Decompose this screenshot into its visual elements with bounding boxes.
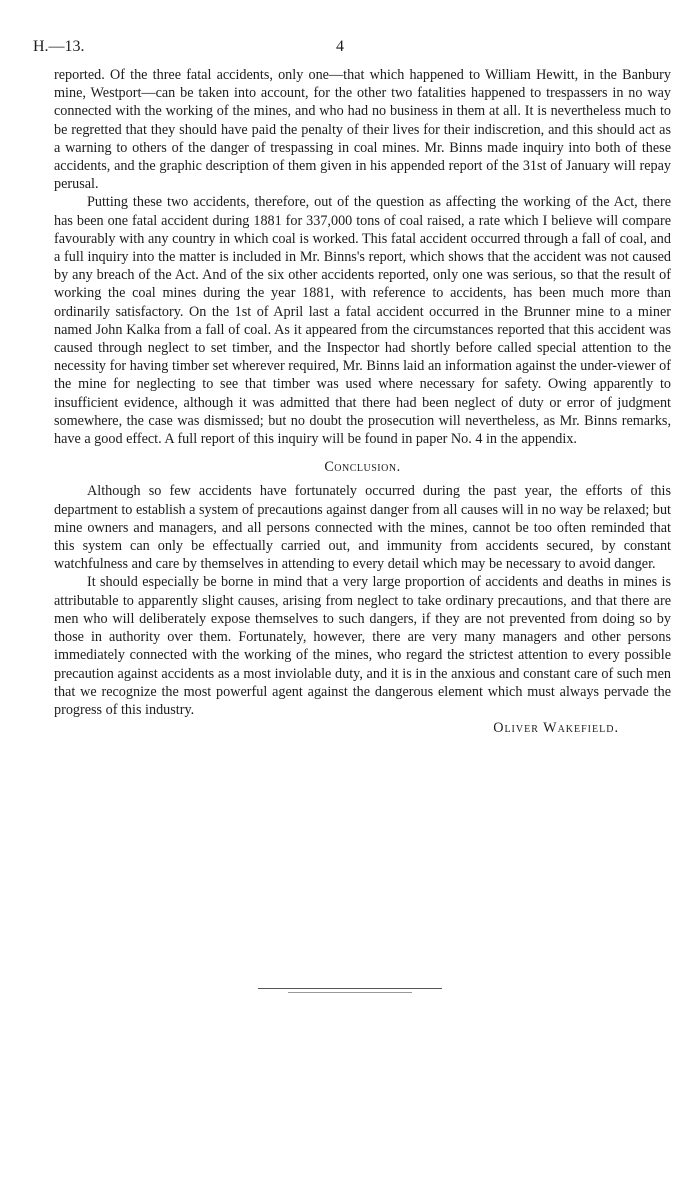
paragraph-working-of-act: Putting these two accidents, therefore, out of the question as affecting the working of the Act, there has been one fatal accident during 1881 for 337,000 tons of coal raised, a rate which I believe will compare favourably with any country in which coal is worked. This fatal accident occurred through a fall of coal, and a full inquiry into the matter is included in Mr. Binns's report, which shows that the accident was not caused by any breach of the Act. And of the six other accidents reported, only one was serious, so that the result of working the coal mines during the year 1881, with reference to accidents, has been much more than ordinarily satisfactory. On the 1st of April last a fatal accident occurred in the Brunner mine to a miner named John Kalka from a fall of coal. As it appeared from the circumstances reported that this accident was caused through neglect to set timber, and the Inspector had shortly before called special attention to the necessity for having timber set wherever required, Mr. Binns laid an information against the under-viewer of the mine for neglecting to see that timber was used where necessary for safety. Owing apparently to insufficient evidence, although it was admitted that there had been neglect of duty or error of judgment somewhere, the case was dismissed; but no doubt the prosecution will nevertheless, as Mr. Binns remarks, have a good effect. A full report of this inquiry will be found in paper No. 4 in the appendix. xyxy=(54,194,671,448)
document-reference: H.—13. xyxy=(33,38,85,55)
closing-rule xyxy=(258,988,442,989)
paragraph-precautions: Although so few accidents have fortunately occurred during the past year, the efforts of this department to establish a system of precautions against danger from all causes will in no way be relaxed; but mine owners and managers, and all persons connected with the mines, cannot be too often reminded that this system can only be effectually carried out, and immunity from accidents secured, by constant watchfulness and care by themselves in attending to every detail which may be necessary to avoid danger. xyxy=(54,483,671,573)
page-header xyxy=(33,38,673,60)
report-body xyxy=(54,66,671,737)
page-number: 4 xyxy=(336,38,344,55)
paragraph-slight-causes: It should especially be borne in mind that a very large proportion of accidents and deaths in mines is attributable to apparently slight causes, arising from neglect to take ordinary precautions, and that there are men who will deliberately expose themselves to such dangers, if they are not prevented from doing so by those in authority over them. Fortunately, however, there are very many managers and other persons immediately connected with the working of the mines, who regard the strictest attention to every possible precaution against accidents as a most inviolable duty, and it is in the anxious and constant care of such men that we recognize the most powerful agent against the dangerous element which must always pervade the progress of this industry. xyxy=(54,574,671,718)
closing-rule-secondary xyxy=(288,992,412,993)
paragraph-fatal-accidents: reported. Of the three fatal accidents, only one—that which happened to William Hewitt, in the Banbury mine, Westport—can be taken into account, for the other two fatalities happened to trespassers in no way connected with the working of the mines, and who had no business in them at all. It is nevertheless much to be regretted that they should have paid the penalty of their lives for their indiscretion, and this should act as a warning to others of the danger of trespassing in coal mines. Mr. Binns made inquiry into both of these accidents, and the graphic description of them given in his appended report of the 31st of January will repay perusal. xyxy=(54,67,671,193)
signature: Oliver Wakefield. xyxy=(493,720,619,737)
section-heading-conclusion: Conclusion. xyxy=(324,459,401,476)
